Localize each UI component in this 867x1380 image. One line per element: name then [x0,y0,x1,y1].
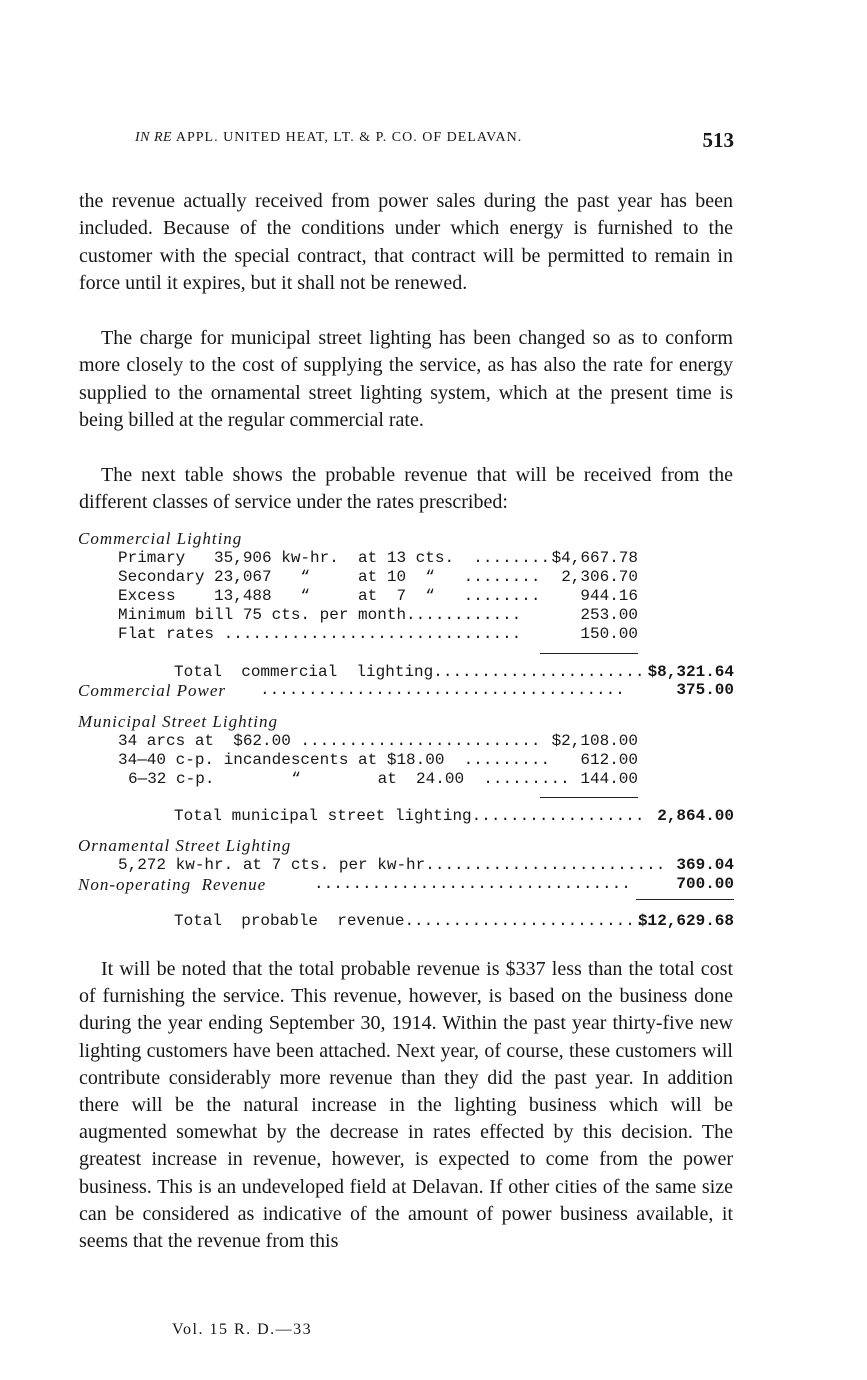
row-label: Excess 13,488 “ at 7 “ ........ [118,587,541,605]
running-head-title [135,130,522,146]
row-label: 5,272 kw-hr. at 7 cts. per kw-hr......................... [118,856,666,874]
table-row [78,663,734,683]
total-rule [636,899,734,900]
row-total: 700.00 [676,875,734,893]
table-row [78,549,734,569]
table-row [78,587,734,607]
leader-dots: ................................. [314,875,631,893]
table-row [78,751,734,771]
running-head-text: APPL. UNITED HEAT, LT. & P. CO. OF DELAVAN. [175,130,523,145]
paragraph-3: The next table shows the probable revenue that will be received from the different classes of service under the rates prescribed: [79,464,733,514]
row-total: $8,321.64 [647,663,734,681]
row-total: $12,629.68 [637,912,734,930]
row-total: 375.00 [676,681,734,699]
row-value: $4,667.78 [551,549,638,567]
table-row [78,912,734,932]
row-total: 2,864.00 [657,807,734,825]
running-head [80,126,734,156]
table-row [78,875,734,895]
section-header-commercial-lighting: Commercial Lighting [78,529,243,548]
row-label: Total probable revenue.......................... [174,912,655,930]
row-value: 2,306.70 [561,568,638,586]
table-row [78,856,734,876]
paragraph-4: It will be noted that the total probable revenue is $337 less than the total cost of furnishing the service. This revenue, however, is based on the business done during the year ending September 30, 1914. Within the past year thirty-five new lighting customers have been attached. Next year, of course, these customers will contribute considerably more revenue than they did the past year. In addition there will be the natural increase in the lighting business which will be augmented somewhat by the decrease in rates effected by this decision. The greatest increase in revenue, however, is expected to come from the power business. This is an undeveloped field at Delavan. If other cities of the same size can be considered as indicative of the amount of power business available, it seems that the revenue from this [79,958,733,1253]
page-number: 513 [702,128,734,152]
row-value: $2,108.00 [551,732,638,750]
row-value: 944.16 [580,587,638,605]
table-row [78,770,734,790]
row-label: Total commercial lighting...................... [174,663,645,681]
running-head-italic: IN RE [135,130,173,145]
row-label: Minimum bill 75 cts. per month............ [118,606,522,624]
row-label: Flat rates ............................... [118,625,522,643]
row-label: Total municipal street lighting.................. [174,807,645,825]
row-value: 253.00 [580,606,638,624]
row-value: 612.00 [580,751,638,769]
paragraph-2: The charge for municipal street lighting has been changed so as to conform more closely to the cost of supplying the service, as has also the rate for energy supplied to the ornamental street lighting system, which at the present time is being billed at the regular commercial rate. [79,327,733,431]
section-header-ornamental: Ornamental Street Lighting [78,836,292,855]
row-total: 369.04 [676,856,734,874]
subtotal-rule [540,797,638,798]
row-label: Secondary 23,067 “ at 10 “ ........ [118,568,541,586]
table-row [78,836,734,856]
table-row [78,529,734,549]
row-value: 144.00 [580,770,638,788]
row-label: 34 arcs at $62.00 ......................... [118,732,541,750]
table-row [78,568,734,588]
subtotal-rule [540,653,638,654]
table-row [78,625,734,645]
footer-signature: Vol. 15 R. D.—33 [172,1321,313,1338]
leader-dots: ...................................... [260,681,625,699]
row-label: Commercial Power [78,681,227,700]
paragraph-1: the revenue actually received from power sales during the past year has been included. Because of the conditions under which energy is furnished to the customer with the special contract, that contract will be permitted to remain in force until it expires, but it shall not be renewed. [79,190,733,294]
table-row [78,807,734,827]
section-header-municipal: Municipal Street Lighting [78,712,279,731]
table-row [78,681,734,701]
row-label: 6—32 c-p. “ at 24.00 ......... [128,770,570,788]
table-row [78,712,734,732]
row-label: Non-operating Revenue [78,875,267,894]
row-label: Primary 35,906 kw-hr. at 13 cts. ........ [118,549,551,567]
table-row [78,732,734,752]
table-row [78,606,734,626]
row-label: 34—40 c-p. incandescents at $18.00 ......... [118,751,551,769]
row-value: 150.00 [580,625,638,643]
